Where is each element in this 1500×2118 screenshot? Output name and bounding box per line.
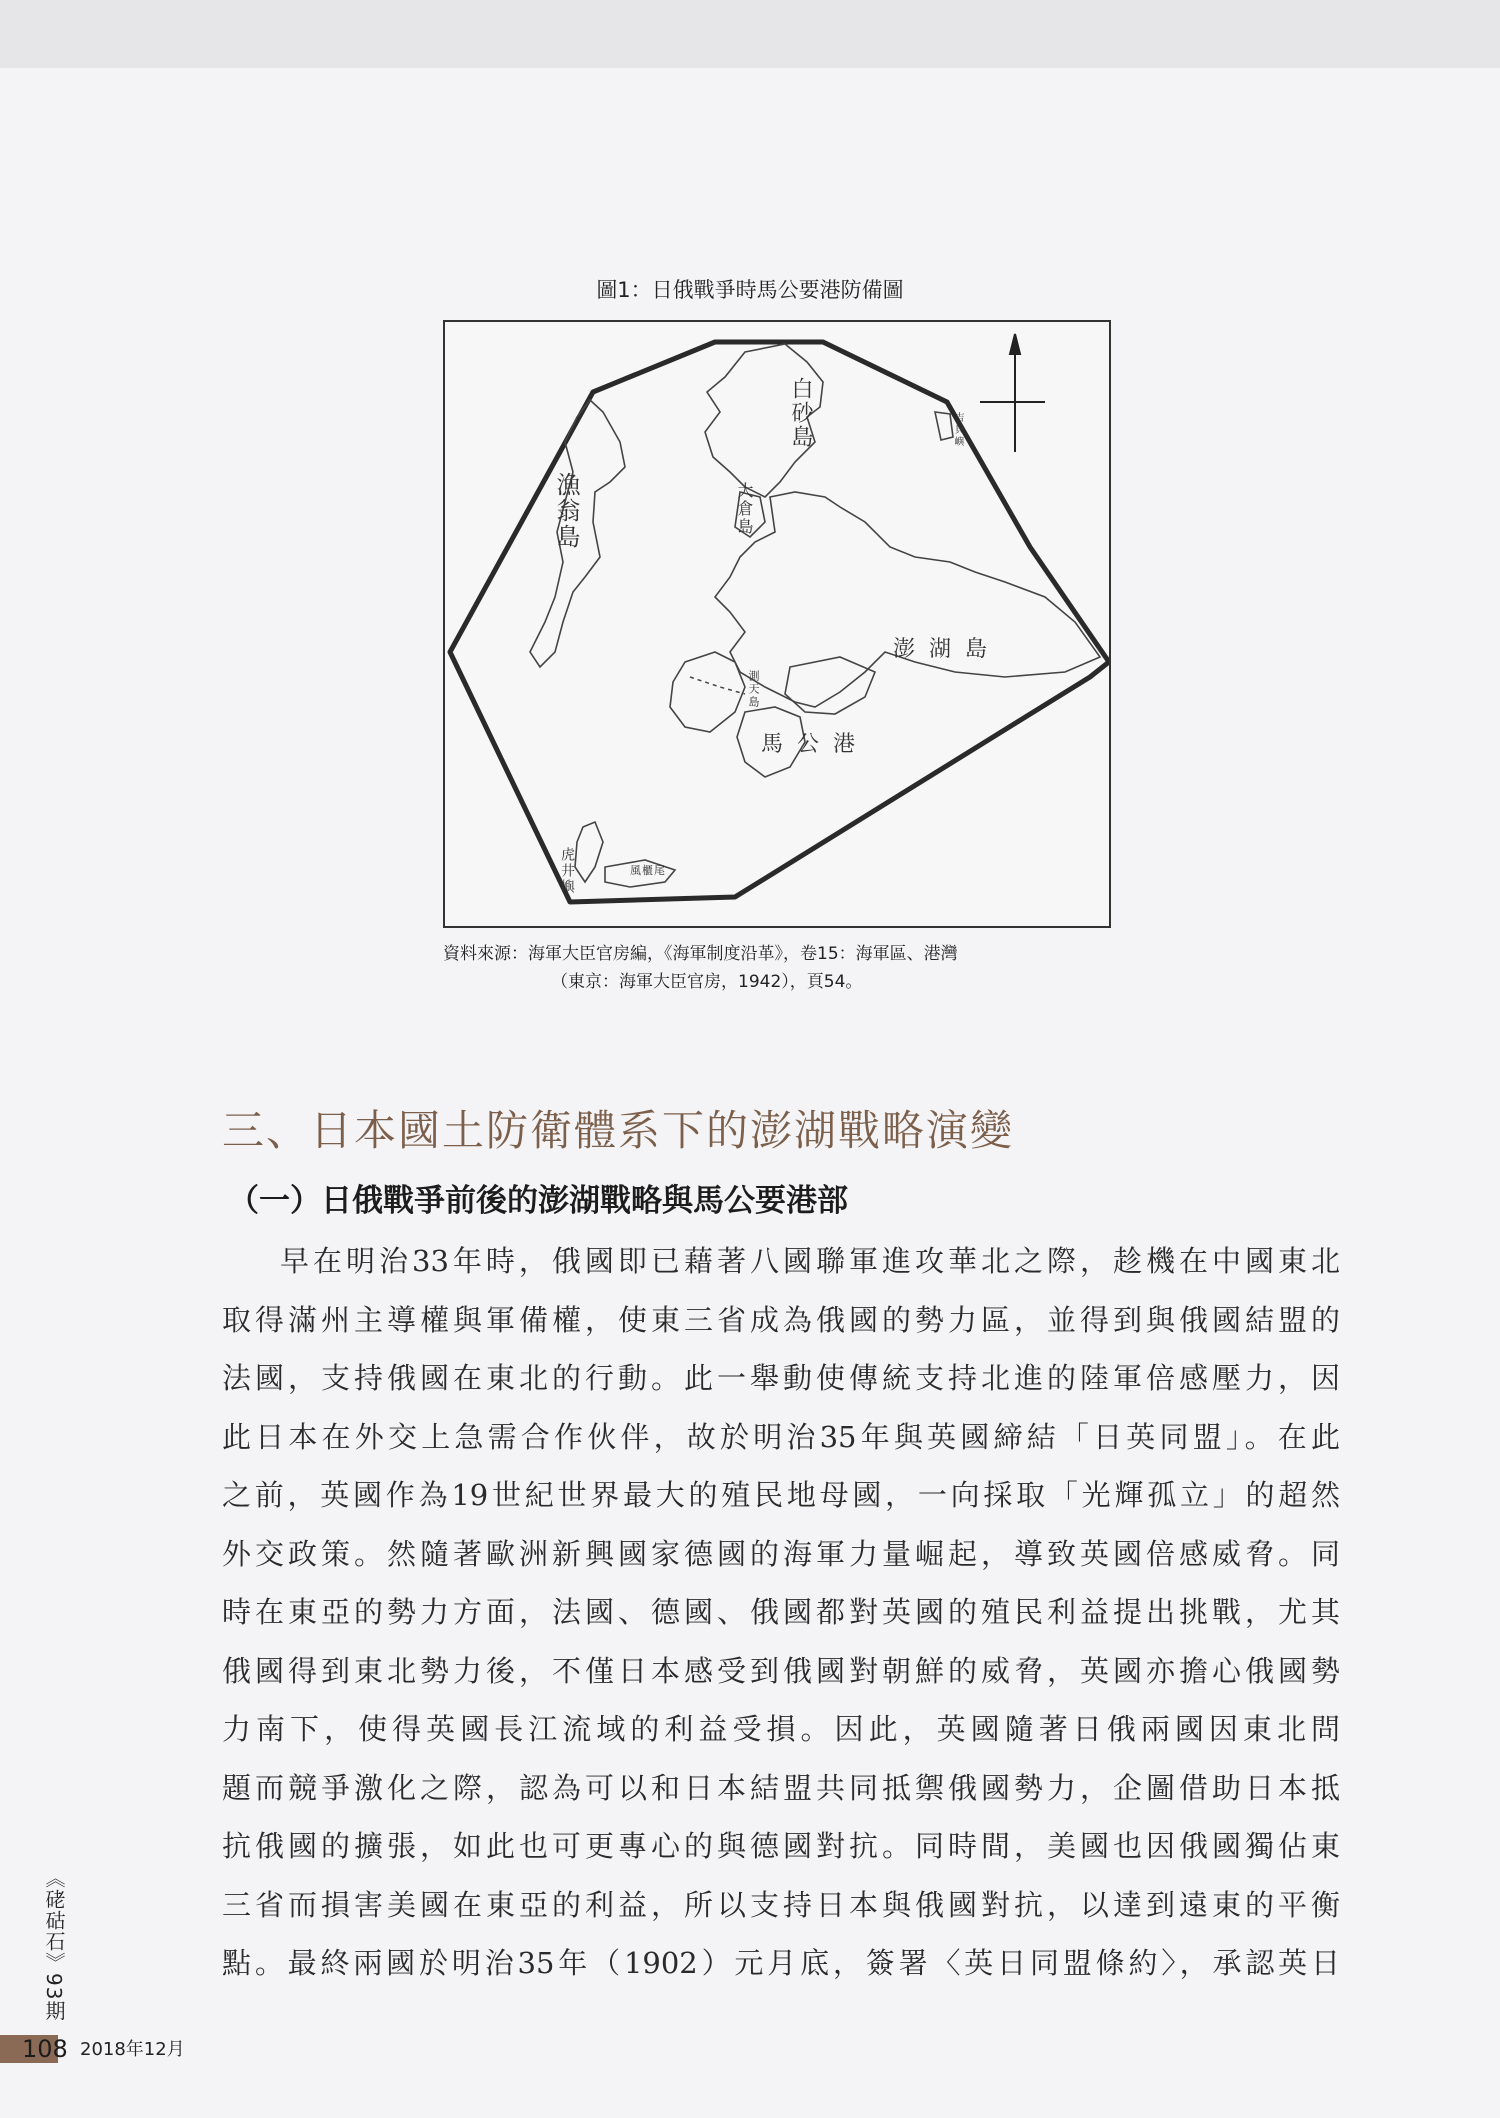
subsection-title: （一）日俄戰爭前後的澎湖戰略與馬公要港部 bbox=[228, 1183, 848, 1219]
body-line: 取得滿州主導權與軍備權，使東三省成為俄國的勢力區，並得到與俄國結盟的 bbox=[222, 1302, 1340, 1337]
section-title: 三、日本國土防衛體系下的澎湖戰略演變 bbox=[222, 1106, 1015, 1155]
map-label-penghu: 澎湖島 bbox=[893, 637, 1002, 662]
map-label-jibei: 吉貝嶼 bbox=[952, 412, 963, 448]
body-line: 之前，英國作為19世紀世界最大的殖民地母國，一向採取「光輝孤立」的超然 bbox=[222, 1478, 1340, 1512]
body-line: 早在明治33年時，俄國即已藉著八國聯軍進攻華北之際，趁機在中國東北 bbox=[280, 1244, 1340, 1278]
map-label-yuweng: 漁翁島 bbox=[552, 472, 580, 550]
figure-source bbox=[443, 940, 1123, 996]
body-line: 題而競爭激化之際，認為可以和日本結盟共同抵禦俄國勢力，企圖借助日本抵 bbox=[222, 1770, 1340, 1805]
map-label-dacang: 大倉島 bbox=[735, 482, 754, 536]
map-figure bbox=[443, 320, 1111, 928]
scan-top-margin bbox=[0, 0, 1500, 68]
body-line: 此日本在外交上急需合作伙伴，故於明治35年與英國締結「日英同盟」。在此 bbox=[222, 1419, 1340, 1454]
body-paragraph bbox=[222, 1232, 1340, 1993]
north-arrow bbox=[980, 334, 1045, 452]
map-label-cetian: 測天島 bbox=[747, 670, 760, 709]
body-line: 點。最終兩國於明治35年（1902）元月底，簽署〈英日同盟條約〉，承認英日 bbox=[222, 1946, 1340, 1980]
body-line: 俄國得到東北勢力後，不僅日本感受到俄國對朝鮮的威脅，英國亦擔心俄國勢 bbox=[222, 1653, 1340, 1688]
map-drawing bbox=[445, 322, 1109, 926]
source-line-1: 資料來源：海軍大臣官房編，《海軍制度沿革》，卷15：海軍區、港灣 bbox=[443, 944, 958, 964]
body-line: 外交政策。然隨著歐洲新興國家德國的海軍力量崛起，導致英國倍感威脅。同 bbox=[222, 1536, 1340, 1571]
body-line: 抗俄國的擴張，如此也可更專心的與德國對抗。同時間，美國也因俄國獨佔東 bbox=[222, 1829, 1340, 1863]
body-line: 力南下，使得英國長江流域的利益受損。因此，英國隨著日俄兩國因東北問 bbox=[222, 1712, 1340, 1746]
body-line: 法國，支持俄國在東北的行動。此一舉動使傳統支持北進的陸軍倍感壓力，因 bbox=[222, 1361, 1340, 1395]
dashed-route bbox=[690, 677, 745, 694]
map-label-fengui: 風櫃尾 bbox=[630, 864, 666, 877]
map-label-magong: 馬公港 bbox=[761, 732, 870, 757]
map-label-baisha: 白砂島 bbox=[788, 377, 813, 449]
map-label-hujing: 虎井嶼 bbox=[559, 847, 575, 895]
source-line-2: （東京：海軍大臣官房，1942），頁54。 bbox=[551, 972, 863, 992]
page-number: 108 bbox=[22, 2035, 68, 2063]
issue-date: 2018年12月 bbox=[80, 2039, 185, 2060]
figure-caption: 圖1：日俄戰爭時馬公要港防備圖 bbox=[596, 278, 904, 302]
journal-name-vertical: 《硓𥑮石》93期 bbox=[42, 1868, 66, 2022]
body-line: 時在東亞的勢力方面，法國、德國、俄國都對英國的殖民利益提出挑戰，尤其 bbox=[222, 1595, 1340, 1629]
defence-perimeter bbox=[450, 342, 1109, 902]
body-line: 三省而損害美國在東亞的利益，所以支持日本與俄國對抗，以達到遠東的平衡 bbox=[222, 1887, 1340, 1922]
